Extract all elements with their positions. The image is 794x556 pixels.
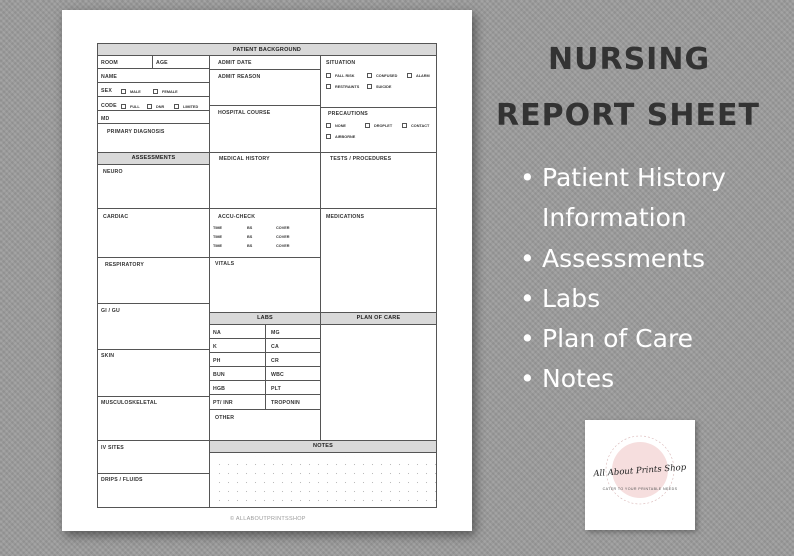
none-checkbox[interactable] xyxy=(326,123,331,128)
female-label: FEMALE xyxy=(162,90,178,94)
droplet-checkbox[interactable] xyxy=(365,123,370,128)
lab-label: NA xyxy=(213,330,221,336)
male-checkbox[interactable] xyxy=(121,89,126,94)
lab-label: K xyxy=(213,344,217,350)
bullet-5: • xyxy=(520,364,535,393)
respiratory-label: RESPIRATORY xyxy=(105,262,144,268)
droplet-label: DROPLET xyxy=(374,124,393,128)
bullet-1: • xyxy=(520,163,535,192)
lab-label: WBC xyxy=(271,372,284,378)
drips-fluids-label: DRIPS / FLUIDS xyxy=(101,477,143,483)
time-label: TIME xyxy=(213,235,223,239)
primary-diagnosis-label: PRIMARY DIAGNOSIS xyxy=(107,129,165,135)
limited-label: LIMITED xyxy=(183,105,199,109)
notes-dot-grid xyxy=(211,456,436,508)
contact-label: CONTACT xyxy=(411,124,430,128)
bs-label: BS xyxy=(247,235,253,239)
bullet-text-3: Labs xyxy=(542,284,601,313)
fall-risk-checkbox[interactable] xyxy=(326,73,331,78)
lab-label: TROPONIN xyxy=(271,400,300,406)
none-label: NONE xyxy=(335,124,346,128)
iv-sites-label: IV SITES xyxy=(101,445,124,451)
assessments-header: ASSESSMENTS xyxy=(97,152,210,165)
hospital-course-label: HOSPITAL COURSE xyxy=(218,110,271,116)
suicide-checkbox[interactable] xyxy=(367,84,372,89)
skin-label: SKIN xyxy=(101,353,115,359)
restraints-label: RESTRAINTS xyxy=(335,85,360,89)
fall-risk-label: FALL RISK xyxy=(335,74,355,78)
lab-label: CA xyxy=(271,344,279,350)
dnr-label: DNR xyxy=(156,105,165,109)
copyright: © ALLABOUTPRINTSSHOP xyxy=(230,516,306,522)
shop-logo-art xyxy=(585,420,695,530)
plan-of-care-header: PLAN OF CARE xyxy=(320,312,437,325)
accu-check-label: ACCU-CHECK xyxy=(218,214,256,220)
airborne-label: AIRBORNE xyxy=(335,135,356,139)
bullet-text-5: Notes xyxy=(542,364,615,393)
name-label: NAME xyxy=(101,74,118,80)
sex-label: SEX xyxy=(101,88,112,94)
full-checkbox[interactable] xyxy=(121,104,126,109)
bullet-text-1-cont: Information xyxy=(542,203,687,232)
lab-label: HGB xyxy=(213,386,226,392)
other-cell xyxy=(209,409,321,441)
cover-label: COVER xyxy=(276,235,290,239)
plan-of-care-cell xyxy=(320,324,437,441)
other-label: OTHER xyxy=(215,415,235,421)
contact-checkbox[interactable] xyxy=(402,123,407,128)
bs-label: BS xyxy=(247,244,253,248)
lab-label: BUN xyxy=(213,372,225,378)
male-label: MALE xyxy=(130,90,141,94)
admit-reason-label: ADMIT REASON xyxy=(218,74,261,80)
bullet-text-1: Patient History xyxy=(542,163,726,192)
primary-diagnosis-cell xyxy=(97,123,210,153)
suicide-label: SUICIDE xyxy=(376,85,392,89)
cardiac-label: CARDIAC xyxy=(103,214,129,220)
lab-label: PT/ INR xyxy=(213,400,233,406)
confused-checkbox[interactable] xyxy=(367,73,372,78)
time-label: TIME xyxy=(213,244,223,248)
lab-label: MG xyxy=(271,330,280,336)
alarm-label: ALARM xyxy=(416,74,430,78)
limited-checkbox[interactable] xyxy=(174,104,179,109)
nursing-report-form xyxy=(97,43,437,508)
age-label: AGE xyxy=(156,60,168,66)
lab-label: PH xyxy=(213,358,221,364)
logo-script-text: All About Prints Shop xyxy=(593,462,687,480)
cover-label: COVER xyxy=(276,226,290,230)
medications-cell xyxy=(320,208,437,313)
lab-label: CR xyxy=(271,358,279,364)
cover-label: COVER xyxy=(276,244,290,248)
dnr-checkbox[interactable] xyxy=(147,104,152,109)
female-checkbox[interactable] xyxy=(153,89,158,94)
restraints-checkbox[interactable] xyxy=(326,84,331,89)
bullet-text-2: Assessments xyxy=(542,244,705,273)
bullet-4: • xyxy=(520,324,535,353)
full-label: FULL xyxy=(130,105,140,109)
logo-tagline: CATER TO YOUR PRINTABLE NEEDS xyxy=(602,487,678,491)
admit-date-label: ADMIT DATE xyxy=(218,60,252,66)
shop-logo xyxy=(585,420,695,530)
bs-label: BS xyxy=(247,226,253,230)
bullet-2: • xyxy=(520,244,535,273)
notes-header: NOTES xyxy=(209,440,437,453)
tests-procedures-label: TESTS / PROCEDURES xyxy=(330,156,392,162)
airborne-checkbox[interactable] xyxy=(326,134,331,139)
confused-label: CONFUSED xyxy=(376,74,398,78)
neuro-label: NEURO xyxy=(103,169,123,175)
room-label: ROOM xyxy=(101,60,118,66)
patient-background-header: PATIENT BACKGROUND xyxy=(97,43,437,56)
medical-history-label: MEDICAL HISTORY xyxy=(219,156,270,162)
musculoskeletal-label: MUSCULOSKELETAL xyxy=(101,400,158,406)
labs-header: LABS xyxy=(209,312,321,325)
bullet-3: • xyxy=(520,284,535,313)
medications-label: MEDICATIONS xyxy=(326,214,365,220)
alarm-checkbox[interactable] xyxy=(407,73,412,78)
time-label: TIME xyxy=(213,226,223,230)
precautions-label: PRECAUTIONS xyxy=(328,111,368,117)
gi-gu-label: GI / GU xyxy=(101,308,120,314)
code-label: CODE xyxy=(101,103,117,109)
heading-line-1: NURSING xyxy=(548,42,711,77)
heading-line-2: REPORT SHEET xyxy=(496,98,760,133)
md-label: MD xyxy=(101,116,110,122)
bullet-text-4: Plan of Care xyxy=(542,324,694,353)
lab-cell xyxy=(209,338,266,353)
situation-label: SITUATION xyxy=(326,60,356,66)
lab-label: PLT xyxy=(271,386,282,392)
md-cell xyxy=(97,110,210,124)
vitals-label: VITALS xyxy=(215,261,235,267)
